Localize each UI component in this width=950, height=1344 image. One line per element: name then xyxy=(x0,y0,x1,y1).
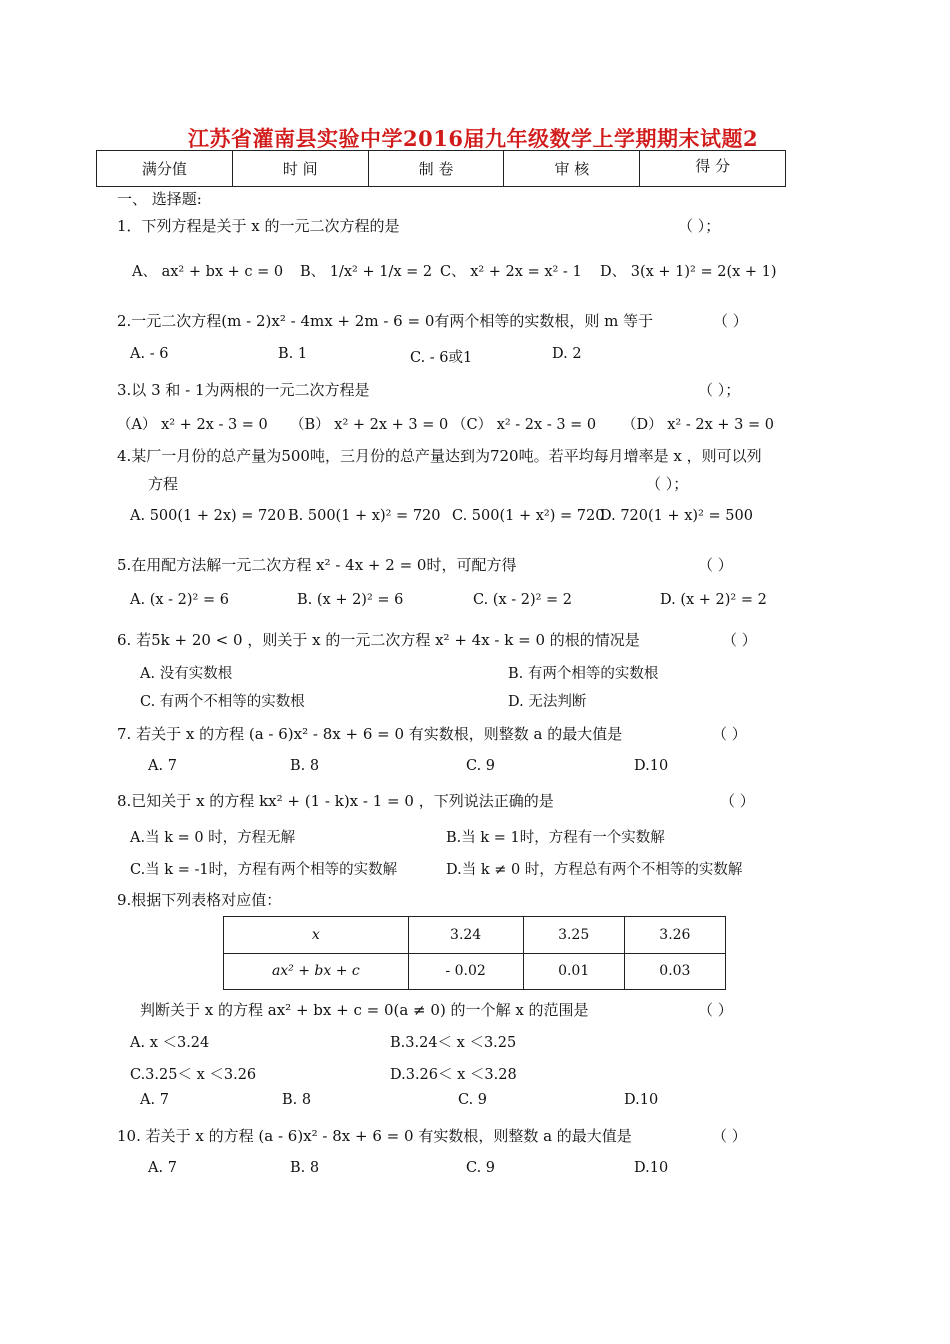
value-table xyxy=(223,916,726,990)
question-10-option-d: D.10 xyxy=(634,1160,669,1176)
question-5-option-b: B. (x + 2)² = 6 xyxy=(297,592,404,608)
question-5-option-d: D. (x + 2)² = 2 xyxy=(660,592,767,608)
question-6-option-b: B. 有两个相等的实数根 xyxy=(508,666,659,682)
question-2-option-b: B. 1 xyxy=(278,346,308,362)
question-6-option-c: C. 有两个不相等的实数根 xyxy=(140,694,305,710)
question-1-option-b: B、 1/x² + 1/x = 2 xyxy=(300,264,433,280)
question-7-option-a: A. 7 xyxy=(148,758,177,774)
question-8-option-c: C.当 k = -1时，方程有两个相等的实数解 xyxy=(130,862,398,878)
question-9-option-d: D.3.26＜ x ＜3.28 xyxy=(390,1067,517,1083)
question-7-option-b: B. 8 xyxy=(290,758,320,774)
question-4-option-c: C. 500(1 + x²) = 720 xyxy=(452,508,605,524)
question-4-stem: 4.某厂一月份的总产量为500吨，三月份的总产量达到为720吨。若平均每月增率是 x ，则可以列 xyxy=(117,447,762,465)
table-cell-expr: ax² + bx + c xyxy=(224,953,409,990)
question-5-option-c: C. (x - 2)² = 2 xyxy=(473,592,573,608)
question-1-option-a: A、 ax² + bx + c = 0 xyxy=(132,264,284,280)
question-6-stem: 6. 若5k + 20 < 0 ，则关于 x 的一元二次方程 x² + 4x - k = 0 的根的情况是 xyxy=(117,631,640,649)
score-cell-time: 时 间 xyxy=(232,151,368,187)
question-4-option-d: D. 720(1 + x)² = 500 xyxy=(600,508,753,524)
question-9-option-a: A. x ＜3.24 xyxy=(130,1035,210,1051)
table-cell-x: x xyxy=(224,917,409,954)
table-cell-v3: 0.03 xyxy=(624,953,725,990)
question-7-paren: （ ） xyxy=(712,725,747,743)
question-2-option-d: D. 2 xyxy=(552,346,582,362)
question-8-paren: （ ） xyxy=(720,792,755,810)
question-1-paren: （ ）； xyxy=(678,217,721,235)
score-cell-score: 得 分 xyxy=(640,151,786,187)
question-4-stem-cont: 方程 xyxy=(148,475,179,493)
question-3-stem: 3.以 3 和 - 1为两根的一元二次方程是 xyxy=(117,381,370,399)
question-10-option-a: A. 7 xyxy=(148,1160,177,1176)
table-cell-326: 3.26 xyxy=(624,917,725,954)
question-2-option-c: C. - 6或1 xyxy=(410,350,473,366)
question-2-option-a: A. - 6 xyxy=(130,346,169,362)
question-7-stem: 7. 若关于 x 的方程 (a - 6)x² - 8x + 6 = 0 有实数根，则整数 a 的最大值是 xyxy=(117,725,623,743)
question-3-paren: （ ）； xyxy=(698,381,741,399)
table-cell-v1: - 0.02 xyxy=(408,953,523,990)
question-8-option-a: A.当 k = 0 时，方程无解 xyxy=(130,830,296,846)
question-1-option-c: C、 x² + 2x = x² - 1 xyxy=(440,264,582,280)
question-7-option-d: D.10 xyxy=(634,758,669,774)
question-1-option-d: D、 3(x + 1)² = 2(x + 1) xyxy=(600,264,777,280)
question-4-option-b: B. 500(1 + x)² = 720 xyxy=(288,508,441,524)
question-1-stem: 1．下列方程是关于 x 的一元二次方程的是 xyxy=(117,217,400,235)
question-7-option-c: C. 9 xyxy=(466,758,496,774)
question-9-paren: （ ） xyxy=(698,1001,733,1019)
question-3-option-a: （A） x² + 2x - 3 = 0 xyxy=(117,417,268,433)
score-table xyxy=(96,150,786,187)
question-8-option-b: B.当 k = 1时，方程有一个实数解 xyxy=(446,830,665,846)
table-cell-v2: 0.01 xyxy=(523,953,624,990)
question-5-stem: 5.在用配方法解一元二次方程 x² - 4x + 2 = 0时，可配方得 xyxy=(117,556,517,574)
question-3-option-b: （B） x² + 2x + 3 = 0 xyxy=(290,417,449,433)
question-4-paren: （ ）； xyxy=(646,475,689,493)
question-6-paren: （ ） xyxy=(722,631,757,649)
question-2-paren: （ ） xyxy=(713,312,748,330)
question-2-stem: 2.一元二次方程(m - 2)x² - 4mx + 2m - 6 = 0有两个相等的实数根，则 m 等于 xyxy=(117,312,654,330)
score-cell-review: 审 核 xyxy=(504,151,640,187)
question-9-stem: 9.根据下列表格对应值： xyxy=(117,891,282,909)
question-3-option-c: （C） x² - 2x - 3 = 0 xyxy=(452,417,597,433)
table-cell-325: 3.25 xyxy=(523,917,624,954)
question-9-extra-c: C. 9 xyxy=(458,1092,488,1108)
question-4-option-a: A. 500(1 + 2x) = 720 xyxy=(130,508,286,524)
question-10-option-c: C. 9 xyxy=(466,1160,496,1176)
question-9-stem-cont: 判断关于 x 的方程 ax² + bx + c = 0(a ≠ 0) 的一个解 x 的范围是 xyxy=(140,1001,589,1019)
question-8-option-d: D.当 k ≠ 0 时，方程总有两个不相等的实数解 xyxy=(446,862,743,878)
question-5-option-a: A. (x - 2)² = 6 xyxy=(130,592,229,608)
question-10-stem: 10. 若关于 x 的方程 (a - 6)x² - 8x + 6 = 0 有实数根，则整数 a 的最大值是 xyxy=(117,1127,632,1145)
question-9-option-c: C.3.25＜ x ＜3.26 xyxy=(130,1067,257,1083)
question-9-extra-d: D.10 xyxy=(624,1092,659,1108)
question-6-option-a: A. 没有实数根 xyxy=(140,666,233,682)
question-6-option-d: D. 无法判断 xyxy=(508,694,587,710)
table-cell-324: 3.24 xyxy=(408,917,523,954)
score-cell-full: 满分值 xyxy=(97,151,233,187)
section-heading: 一、 选择题: xyxy=(117,190,202,208)
question-10-option-b: B. 8 xyxy=(290,1160,320,1176)
question-9-extra-b: B. 8 xyxy=(282,1092,312,1108)
question-9-option-b: B.3.24＜ x ＜3.25 xyxy=(390,1035,517,1051)
question-10-paren: （ ） xyxy=(712,1127,747,1145)
question-9-extra-a: A. 7 xyxy=(140,1092,169,1108)
question-3-option-d: （D） x² - 2x + 3 = 0 xyxy=(622,417,774,433)
question-8-stem: 8.已知关于 x 的方程 kx² + (1 - k)x - 1 = 0 ，下列说法正确的是 xyxy=(117,792,554,810)
question-5-paren: （ ） xyxy=(698,556,733,574)
score-cell-make: 制 卷 xyxy=(368,151,504,187)
page-title: 江苏省灌南县实验中学2016届九年级数学上学期期末试题2 xyxy=(188,126,759,151)
